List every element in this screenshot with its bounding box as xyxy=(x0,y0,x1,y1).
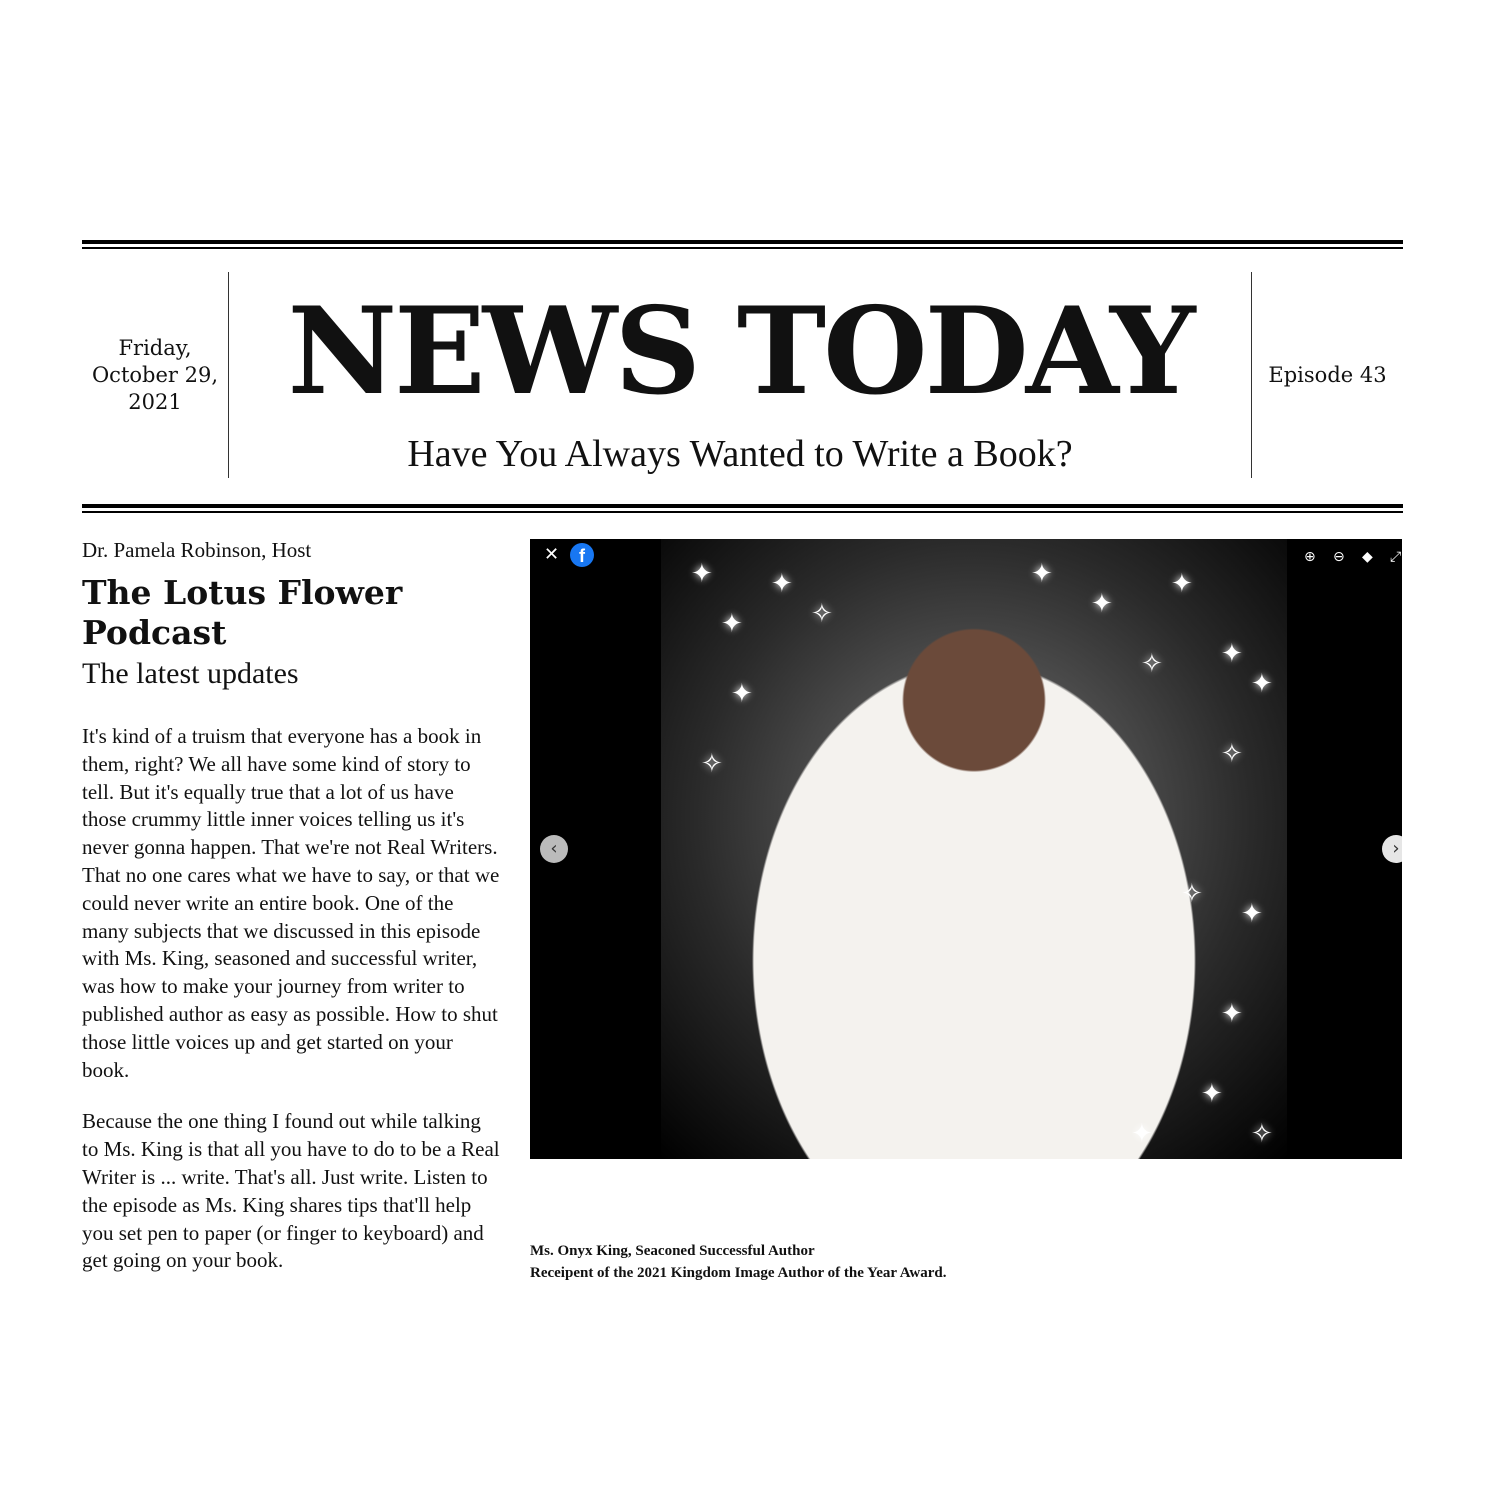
sparkle-icon: ✦ xyxy=(1091,589,1113,619)
sparkle-icon: ✧ xyxy=(701,749,723,779)
sparkle-icon: ✦ xyxy=(1131,1119,1153,1149)
sparkle-icon: ✦ xyxy=(1031,559,1053,589)
zoom-out-icon[interactable]: ⊖ xyxy=(1333,549,1345,565)
article-subhead: The latest updates xyxy=(82,657,299,690)
photo-caption xyxy=(530,1240,1230,1284)
bottom-rule xyxy=(82,504,1403,513)
photo-viewer[interactable] xyxy=(530,539,1402,1159)
author-photo xyxy=(661,539,1287,1159)
sparkle-icon: ✦ xyxy=(721,609,743,639)
sparkle-icon: ✦ xyxy=(1171,569,1193,599)
episode-label: Episode 43 xyxy=(1268,363,1387,387)
masthead xyxy=(82,272,1403,478)
tagline: Have You Always Wanted to Write a Book? xyxy=(407,433,1073,475)
article-paragraph-1: It's kind of a truism that everyone has a book in them, right? We all have some kind of story to tell. But it's equally true that a lot of us have those crummy little inner voices telling us it's never gonna happen. That we're not Real Writers. That no one cares what we have to say, or that we could never write an entire book. One of the many subjects that we discussed in this episode with Ms. King, seasoned and successful writer, was how to make your journey from writer to published author as easy as possible. How to shut those little voices up and get started on your book. xyxy=(82,724,500,1082)
article-paragraph-2: Because the one thing I found out while talking to Ms. King is that all you have to do to be a Real Writer is ... write. That's all. Just write. Listen to the episode as Ms. King shares tips that'll help you set pen to paper (or finger to keyboard) and get going on your book. xyxy=(82,1109,500,1273)
article-body xyxy=(82,723,502,1275)
sparkle-icon: ✦ xyxy=(1221,999,1243,1029)
sparkle-icon: ✦ xyxy=(691,559,713,589)
sparkle-icon: ✦ xyxy=(1241,899,1263,929)
sparkle-icon: ✧ xyxy=(811,599,833,629)
sparkle-icon: ✧ xyxy=(1141,649,1163,679)
sparkle-icon: ✦ xyxy=(1201,1079,1223,1109)
sparkle-icon: ✦ xyxy=(771,569,793,599)
article-title: The Lotus Flower Podcast xyxy=(82,573,403,652)
close-icon[interactable]: ✕ xyxy=(544,544,560,565)
paper-name: NEWS TODAY xyxy=(287,281,1193,422)
sparkle-icon: ✦ xyxy=(1251,669,1273,699)
expand-icon[interactable]: ⤢ xyxy=(1390,549,1402,565)
previous-photo-button[interactable]: ‹ xyxy=(540,835,568,863)
date-weekday: Friday, xyxy=(118,335,192,360)
article-column xyxy=(82,538,512,1299)
sparkle-icon: ✧ xyxy=(1221,739,1243,769)
sparkle-icon: ✦ xyxy=(1221,639,1243,669)
issue-date xyxy=(82,272,228,478)
top-rule xyxy=(82,240,1403,249)
title-box xyxy=(229,272,1251,478)
sparkle-icon: ✧ xyxy=(1251,1119,1273,1149)
facebook-icon[interactable]: f xyxy=(570,543,594,567)
next-photo-button[interactable]: › xyxy=(1382,835,1402,863)
tag-icon[interactable]: ◆ xyxy=(1362,549,1373,565)
caption-line-2: Receipent of the 2021 Kingdom Image Author of the Year Award. xyxy=(530,1265,947,1281)
date-year: 2021 xyxy=(128,389,182,414)
host-byline: Dr. Pamela Robinson, Host xyxy=(82,538,312,562)
sparkle-icon: ✧ xyxy=(1181,879,1203,909)
zoom-in-icon[interactable]: ⊕ xyxy=(1304,549,1316,565)
caption-line-1: Ms. Onyx King, Seaconed Successful Author xyxy=(530,1243,815,1259)
date-month-day: October 29, xyxy=(91,362,219,387)
sparkle-icon: ✦ xyxy=(731,679,753,709)
